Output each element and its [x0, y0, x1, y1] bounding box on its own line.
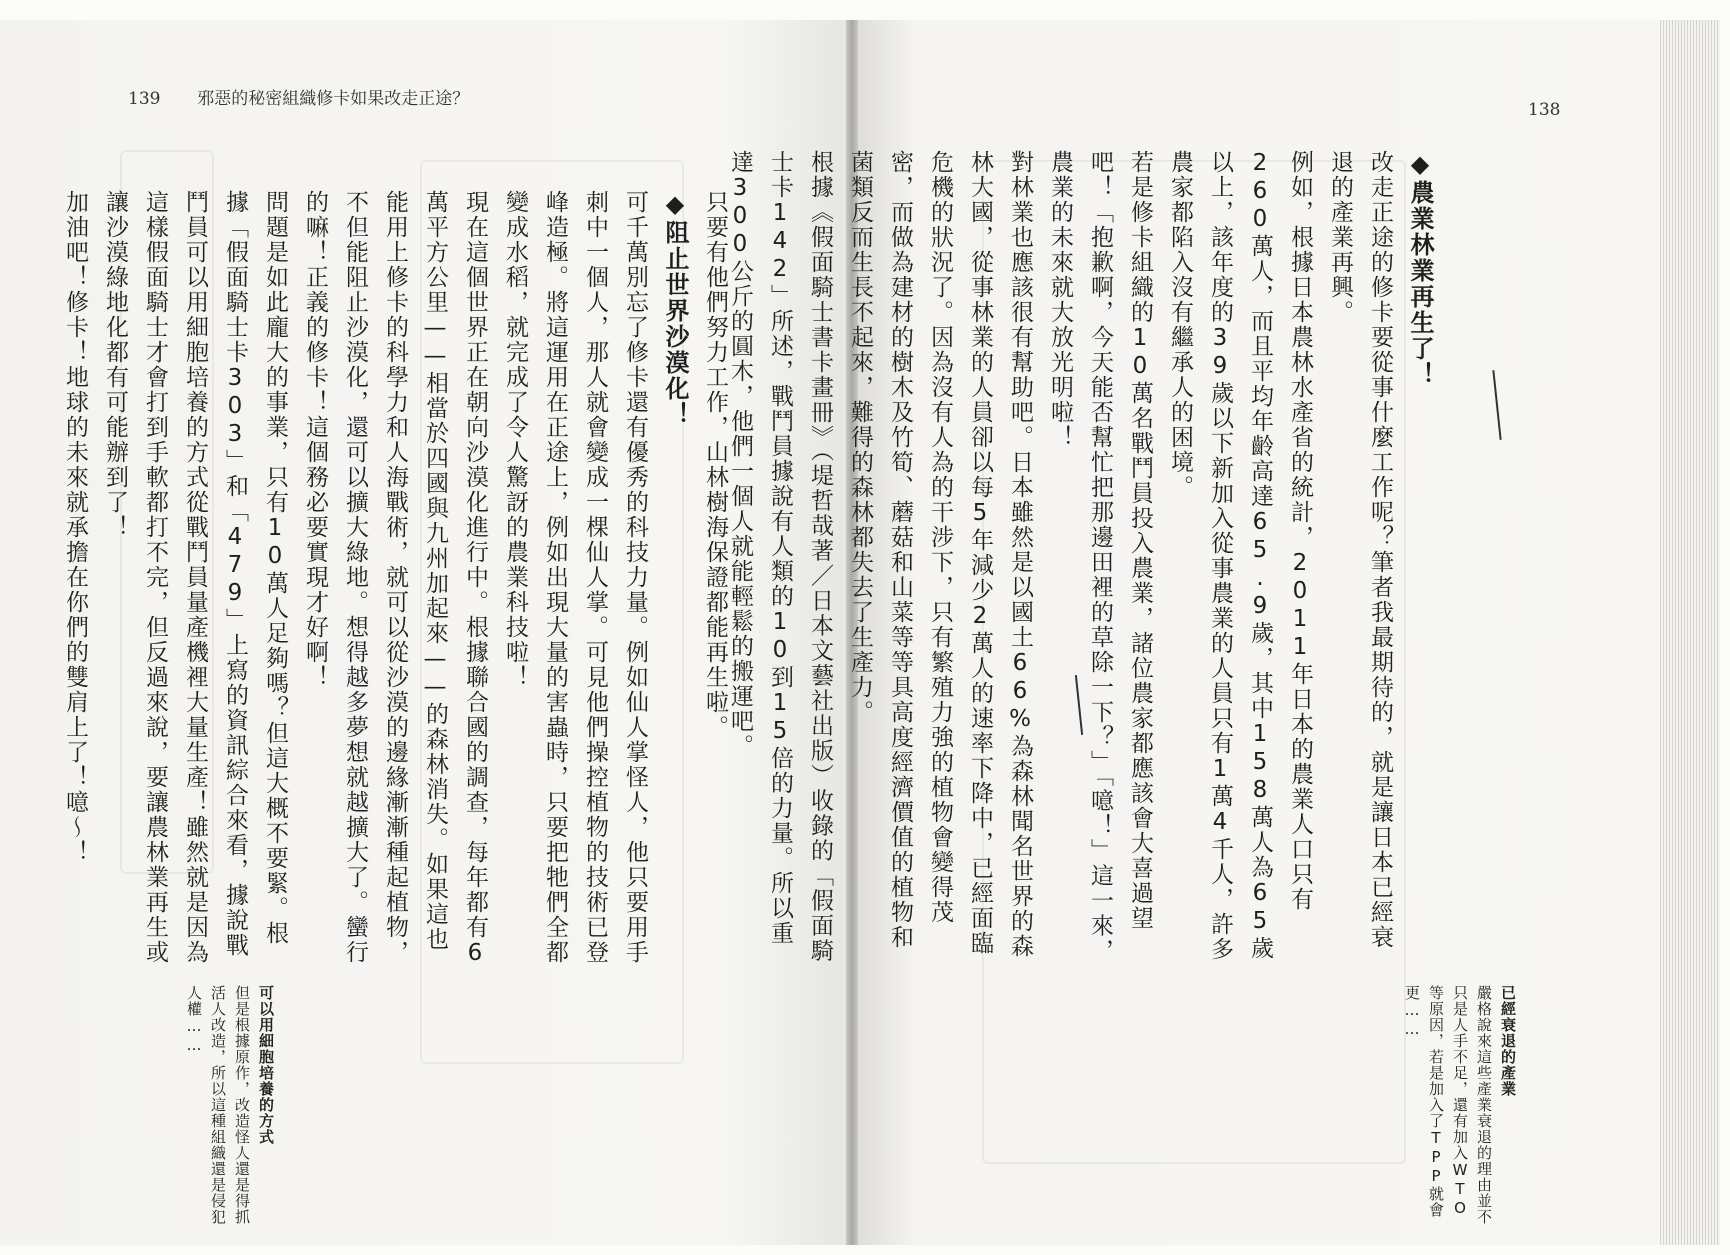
paragraph: 若是修卡組織的10萬名戰鬥員投入農業，諸位農家都應該會大喜過望吧！「抱歉啊，今天能否幫忙把那邊田裡的草除一下？」「噫！」這一來，農業的未來就大放光明啦！	[1047, 150, 1153, 964]
right-page-body	[727, 150, 1440, 970]
paragraph: 對林業也應該很有幫助吧。日本雖然是以國土66%為森林聞名世界的森林大國，從事林業的人員卻以每5年減少2萬人的速率下降中，已經面臨危機的狀況了。因為沒有人為的干涉下，只有繁殖力強的植物會變得茂密，而做為建材的樹木及竹筍、蘑菇和山菜等等具高度經濟價值的植物和菌類反而生長不起來，難得的森林都失去了生產力。	[847, 150, 1033, 959]
note-term: 可以用細胞培養的方式	[257, 985, 275, 1145]
note-text: 但是根據原作，改造怪人還是得抓活人改造，所以這種組織還是侵犯人權……	[185, 985, 251, 1225]
paragraph: 改走正途的修卡要從事什麼工作呢？筆者我最期待的，就是讓日本已經衰退的產業再興。	[1327, 150, 1393, 950]
left-page-body	[62, 190, 735, 970]
side-note-right	[1380, 985, 1520, 1225]
page-number-right: 138	[1528, 100, 1561, 120]
chapter-title: 邪惡的秘密組織修卡如果改走正途？	[197, 89, 470, 109]
paragraph: 問題是如此龐大的事業，只有10萬人足夠嗎？但這大概不要緊。根據「假面騎士卡303」和「479」上寫的資訊綜合來看，據說戰鬥員可以用細胞培養的方式從戰鬥員量產機裡大量生產！雖然就是因為這樣假面騎士才會打到手軟都打不完，但反過來說，要讓農林業再生或讓沙漠綠地化都有可能辦到了！	[102, 190, 288, 965]
paragraph: 可千萬別忘了修卡還有優秀的科技力量。例如仙人掌怪人，他只要用手刺中一個人，那人就會變成一棵仙人掌。可見他們操控植物的技術已登峰造極。將這運用在正途上，例如出現大量的害蟲時，只要把牠們全都變成水稻，就完成了令人驚訝的農業科技啦！	[502, 190, 648, 965]
side-note-left	[185, 985, 278, 1225]
section-heading-agriculture: ◆農業林業再生了！	[1406, 150, 1434, 388]
page-edges	[1660, 20, 1720, 1245]
paragraph: 根據《假面騎士書卡畫冊》（堤哲哉著／日本文藝社出版）收錄的「假面騎士卡142」所述，戰鬥員據說有人類的10到15倍的力量。所以重達300公斤的圓木，他們一個人就能輕鬆的搬運吧。	[727, 150, 833, 964]
note-text: 嚴格說來這些產業衰退的理由並不只是人手不足，還有加入WTO等原因，若是加入了TPP就會更……	[1403, 985, 1493, 1225]
paragraph: 只要有他們努力工作，山林樹海保證都能再生啦。	[702, 190, 728, 740]
running-head-left	[128, 84, 469, 109]
page-number-left: 139	[128, 89, 161, 109]
paragraph: 例如，根據日本農林水產省的統計，2011年日本的農業人口只有260萬人，而且平均年齡高達65.9歲，其中158萬人為65歲以上，該年度的39歲以下新加入從事農業的人員只有1萬4千人，許多農家都陷入沒有繼承人的困境。	[1167, 150, 1313, 962]
paragraph: 現在這個世界正在朝向沙漠化進行中。根據聯合國的調查，每年都有6萬平方公里——相當於四國與九州加起來——的森林消失。如果這也能用上修卡的科學力和人海戰術，就可以從沙漠的邊緣漸漸種起植物，不但能阻止沙漠化，還可以擴大綠地。想得越多夢想就越擴大了。蠻行的嘛！正義的修卡！這個務必要實現才好啊！	[302, 190, 488, 968]
paragraph: 加油吧！修卡！地球的未來就承擔在你們的雙肩上了！噫〜！	[62, 190, 88, 865]
note-term: 已經衰退的產業	[1499, 985, 1517, 1097]
section-heading-desertification: ◆阻止世界沙漠化！	[661, 190, 689, 428]
